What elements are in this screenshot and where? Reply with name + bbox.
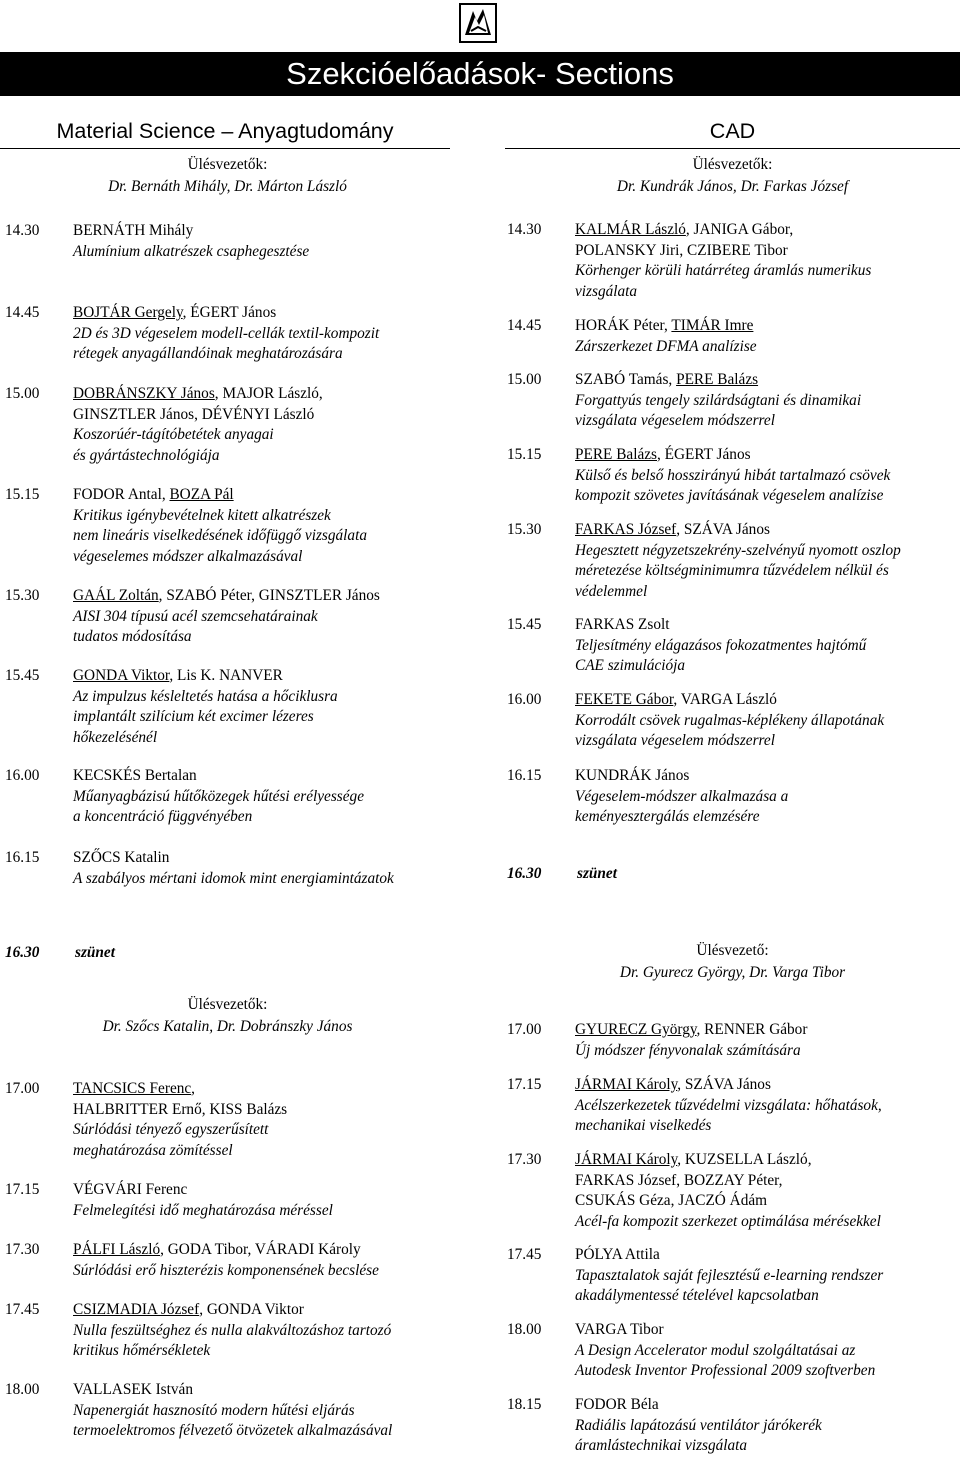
chair-label: Ülésvezetők:	[187, 156, 268, 173]
entry-authors	[73, 1240, 379, 1261]
entry-title: Tapasztalatok saját fejlesztésű e-learning rendszer	[575, 1266, 884, 1284]
entry-body	[73, 485, 367, 567]
chairs-bottom-right	[505, 940, 960, 984]
presenter-name: JÁRMAI Károly	[575, 1076, 678, 1093]
entry-time: 16.15	[5, 849, 40, 866]
entry-authors	[73, 384, 323, 405]
entry-authors	[73, 848, 394, 869]
entry-authors	[575, 690, 884, 711]
entry-title: CAE szimulációja	[575, 657, 686, 674]
entry-body	[73, 303, 379, 365]
entry-title: keményesztergálás elemzésére	[575, 808, 760, 825]
entry-time: 18.00	[507, 1321, 542, 1338]
author-name: VALLASEK István	[73, 1381, 193, 1398]
entry-title: Zárszerkezet DFMA analízise	[575, 337, 757, 355]
entry-time: 15.30	[507, 521, 542, 538]
author-name: , MAJOR László,	[214, 385, 323, 402]
entry-authors	[73, 1180, 333, 1201]
entry-title: A szabályos mértani idomok mint energiamintázatok	[73, 869, 394, 887]
entry-title: tudatos módosítása	[73, 628, 192, 645]
author-name: , GODA Tibor, VÁRADI Károly	[160, 1241, 361, 1258]
author-name: FARKAS József, BOZZAY Péter,	[575, 1171, 783, 1189]
entry-title: AISI 304 típusú acél szemcsehatárainak	[73, 607, 318, 625]
presenter-name: GONDA Viktor	[73, 667, 170, 684]
author-name: BERNÁTH Mihály	[73, 222, 194, 239]
entry-title: Acél-fa kompozit szerkezet optimálása mérésekkel	[575, 1212, 881, 1230]
entry-time: 14.45	[5, 304, 40, 321]
entry-time: 15.00	[507, 371, 542, 388]
entry-title: mechanikai viselkedés	[575, 1117, 712, 1134]
entry-authors	[575, 1245, 883, 1266]
entry-authors	[575, 370, 861, 391]
entry-time: 15.45	[507, 616, 542, 633]
page-banner: Szekcióelőadások- Sections	[0, 52, 960, 96]
entry-time: 18.00	[5, 1381, 40, 1398]
entry-title: Nulla feszültséghez és nulla alakváltozáshoz tartozó	[73, 1321, 392, 1339]
entry-body	[73, 766, 364, 828]
entry-body	[575, 1075, 882, 1137]
section-title-material: Material Science – Anyagtudomány	[0, 118, 450, 149]
entry-title: Korrodált csövek rugalmas-képlékeny állapotának	[575, 711, 885, 729]
author-name: , KUZSELLA László,	[677, 1151, 812, 1168]
entry-title: végeselemes módszer alkalmazásával	[73, 547, 303, 565]
presenter-name: FEKETE Gábor	[575, 691, 674, 708]
entry-authors	[73, 221, 309, 242]
entry-body	[575, 220, 871, 302]
author-name: , SZÁVA János	[677, 1076, 771, 1093]
break-label: szünet	[577, 865, 617, 882]
author-name: , GONDA Viktor	[199, 1301, 304, 1318]
entry-time: 14.45	[507, 317, 542, 334]
section-title-cad: CAD	[505, 118, 960, 149]
entry-authors	[575, 1150, 881, 1171]
entry-authors	[575, 241, 871, 262]
entry-title: Végeselem-módszer alkalmazása a	[575, 787, 789, 805]
presenter-name: PERE Balázs	[676, 371, 759, 388]
entry-authors	[575, 1171, 881, 1192]
presenter-name: BOZA Pál	[169, 486, 234, 503]
chair-label: Ülésvezető:	[696, 942, 769, 959]
entry-authors	[575, 220, 871, 241]
chair-names: Dr. Gyurecz György, Dr. Varga Tibor	[619, 964, 846, 981]
entry-title: vizsgálata végeselem módszerrel	[575, 732, 775, 749]
author-name: KECSKÉS Bertalan	[73, 767, 197, 784]
entry-title: nem lineáris viselkedésének időfüggő vizsgálata	[73, 527, 367, 544]
entry-title: rétegek anyagállandóinak meghatározására	[73, 345, 343, 362]
entry-title: hőkezelésénél	[73, 728, 158, 746]
author-name: FODOR Antal,	[73, 486, 170, 503]
chairs-bottom-left	[0, 994, 455, 1038]
entry-authors	[73, 766, 364, 787]
entry-body	[575, 1150, 881, 1232]
entry-time: 15.00	[5, 385, 40, 402]
entry-time: 14.30	[5, 222, 40, 239]
break-time: 16.30	[507, 865, 542, 882]
entry-title: Súrlódási erő hiszterézis komponensének becslése	[73, 1261, 379, 1279]
entry-title: 2D és 3D végeselem modell-cellák textil-kompozit	[73, 324, 380, 342]
author-name: , RENNER Gábor	[696, 1021, 808, 1038]
chairs-material	[0, 154, 455, 198]
entry-time: 15.15	[507, 446, 542, 463]
entry-title: implantált szilícium két excimer lézeres	[73, 708, 314, 725]
entry-title: vizsgálata végeselem módszerrel	[575, 412, 775, 429]
author-name: , ÉGERT János	[657, 446, 751, 463]
author-name: SZŐCS Katalin	[73, 849, 170, 866]
author-name: , JANIGA Gábor,	[685, 221, 794, 238]
entry-title: Műanyagbázisú hűtőközegek hűtési erélyessége	[73, 787, 364, 805]
entry-body	[73, 1300, 391, 1362]
chair-label: Ülésvezetők:	[692, 156, 773, 173]
entry-title: a koncentráció függvényében	[73, 808, 253, 825]
presenter-name: PÁLFI László	[73, 1241, 161, 1258]
entry-title: Hegesztett négyzetszekrény-szelvényű nyomott oszlop	[575, 541, 901, 559]
entry-body	[575, 445, 890, 507]
author-name: ,	[191, 1080, 195, 1097]
author-name: SZABÓ Tamás,	[575, 371, 677, 388]
entry-title: Napenergiát hasznosító modern hűtési eljárás	[73, 1401, 355, 1419]
entry-time: 17.15	[507, 1076, 542, 1093]
entry-time: 15.30	[5, 587, 40, 604]
entry-body	[575, 615, 866, 677]
entry-authors	[575, 316, 757, 337]
presenter-name: JÁRMAI Károly	[575, 1151, 678, 1168]
entry-authors	[73, 666, 338, 687]
entry-authors	[575, 766, 788, 787]
entry-body	[575, 1020, 807, 1061]
entry-title: vizsgálata	[575, 282, 638, 300]
entry-title: Külső és belső hosszirányú hibát tartalmazó csövek	[575, 466, 891, 484]
entry-body	[73, 666, 338, 748]
entry-authors	[575, 1320, 875, 1341]
entry-authors	[73, 303, 379, 324]
entry-body	[575, 1395, 822, 1457]
author-name: GINSZTLER János, DÉVÉNYI László	[73, 405, 315, 423]
presenter-name: PERE Balázs	[575, 446, 657, 463]
entry-body	[575, 1245, 883, 1307]
author-name: CSUKÁS Géza, JACZÓ Ádám	[575, 1192, 768, 1209]
author-name: PÓLYA Attila	[575, 1246, 660, 1263]
entry-body	[575, 1320, 875, 1382]
entry-title: meghatározása zömítéssel	[73, 1141, 233, 1159]
presenter-name: KALMÁR László	[575, 221, 686, 238]
author-name: , SZABÓ Péter, GINSZTLER János	[158, 587, 380, 604]
author-name: , VARGA László	[673, 691, 777, 708]
entry-authors	[575, 615, 866, 636]
entry-body	[73, 221, 309, 262]
institution-logo-icon	[459, 3, 497, 43]
entry-title: Teljesítmény elágazásos fokozatmentes hajtómű	[575, 636, 867, 654]
entry-time: 17.45	[5, 1301, 40, 1318]
entry-authors	[73, 1300, 391, 1321]
author-name: VARGA Tibor	[575, 1321, 664, 1338]
entry-title: Az impulzus késleltetés hatása a hőciklusra	[73, 687, 338, 705]
entry-body	[73, 1180, 333, 1221]
entry-time: 16.00	[507, 691, 542, 708]
entry-time: 14.30	[507, 221, 542, 238]
break-time: 16.30	[5, 944, 40, 961]
entry-body	[575, 766, 788, 828]
entry-title: Súrlódási tényező egyszerűsített	[73, 1121, 269, 1138]
entry-title: Kritikus igénybevételnek kitett alkatrészek	[73, 506, 331, 524]
entry-title: termoelektromos félvezető ötvözetek alkalmazásával	[73, 1422, 393, 1439]
author-name: POLANSKY Jiri, CZIBERE Tibor	[575, 241, 788, 259]
presenter-name: TANCSICS Ferenc	[73, 1080, 192, 1097]
entry-body	[73, 586, 380, 648]
entry-title: védelemmel	[575, 582, 648, 600]
entry-body	[575, 690, 884, 752]
entry-time: 15.15	[5, 486, 40, 503]
entry-body	[575, 316, 757, 357]
author-name: FARKAS Zsolt	[575, 616, 670, 633]
entry-authors	[73, 586, 380, 607]
entry-body	[575, 520, 901, 602]
author-name: , Lis K. NANVER	[169, 667, 283, 684]
author-name: FODOR Béla	[575, 1396, 659, 1413]
entry-body	[73, 1240, 379, 1281]
entry-title: áramlástechnikai vizsgálata	[575, 1437, 748, 1454]
entry-time: 17.45	[507, 1246, 542, 1263]
chair-names: Dr. Kundrák János, Dr. Farkas József	[616, 178, 849, 195]
author-name: HALBRITTER Ernő, KISS Balázs	[73, 1100, 288, 1118]
entry-title: kompozit szövetes javításának végeselem analízise	[575, 487, 884, 504]
presenter-name: GYURECZ György	[575, 1021, 697, 1038]
entry-time: 16.00	[5, 767, 40, 784]
entry-authors	[575, 1191, 881, 1212]
entry-title: méretezése költségminimumra tűzvédelem nélkül és	[575, 562, 889, 579]
entry-authors	[575, 1075, 882, 1096]
entry-body	[73, 1380, 392, 1442]
entry-authors	[73, 485, 367, 506]
presenter-name: DOBRÁNSZKY János	[73, 385, 215, 402]
entry-title: Forgattyús tengely szilárdságtani és dinamikai	[575, 391, 862, 409]
entry-title: Felmelegítési idő meghatározása méréssel	[73, 1201, 333, 1219]
break-label: szünet	[75, 944, 115, 961]
presenter-name: CSIZMADIA József	[73, 1301, 200, 1318]
entry-time: 17.30	[5, 1241, 40, 1258]
presenter-name: FARKAS József	[575, 521, 677, 538]
entry-title: Alumínium alkatrészek csaphegesztése	[73, 242, 310, 260]
entry-authors	[73, 1380, 392, 1401]
entry-time: 16.15	[507, 767, 542, 784]
entry-time: 15.45	[5, 667, 40, 684]
entry-title: Koszorúér-tágítóbetétek anyagai	[73, 426, 274, 443]
entry-title: és gyártástechnológiája	[73, 446, 220, 464]
entry-title: A Design Accelerator modul szolgáltatásai az	[575, 1341, 856, 1359]
author-name: , ÉGERT János	[182, 304, 277, 321]
entry-time: 17.00	[507, 1021, 542, 1038]
entry-time: 17.15	[5, 1181, 40, 1198]
entry-body	[73, 384, 323, 466]
presenter-name: GAÁL Zoltán	[73, 587, 159, 604]
entry-time: 17.30	[507, 1151, 542, 1168]
entry-title: Acélszerkezetek tűzvédelmi vizsgálata: hőhatások,	[575, 1096, 882, 1114]
chair-label: Ülésvezetők:	[187, 996, 268, 1013]
entry-authors	[575, 445, 890, 466]
entry-body	[73, 848, 394, 889]
chairs-cad	[505, 154, 960, 198]
entry-authors	[73, 405, 323, 426]
entry-title: akadálymentessé tételével kapcsolatban	[575, 1287, 819, 1304]
chair-names: Dr. Bernáth Mihály, Dr. Márton László	[108, 178, 347, 195]
author-name: HORÁK Péter,	[575, 317, 672, 334]
entry-title: Új módszer fényvonalak számítására	[575, 1041, 801, 1059]
presenter-name: BOJTÁR Gergely	[73, 304, 183, 321]
entry-authors	[575, 1395, 822, 1416]
entry-title: Körhenger körüli határréteg áramlás numerikus	[575, 262, 872, 279]
entry-body	[73, 1079, 287, 1161]
author-name: VÉGVÁRI Ferenc	[73, 1181, 188, 1198]
entry-authors	[575, 1020, 807, 1041]
author-name: KUNDRÁK János	[575, 767, 690, 784]
entry-body	[575, 370, 861, 432]
entry-authors	[73, 1079, 287, 1100]
entry-title: Radiális lapátozású ventilátor járókerék	[575, 1416, 822, 1434]
chair-names: Dr. Szőcs Katalin, Dr. Dobránszky János	[102, 1018, 353, 1035]
entry-authors	[575, 520, 901, 541]
entry-title: Autodesk Inventor Professional 2009 szoftverben	[575, 1362, 876, 1379]
entry-time: 18.15	[507, 1396, 542, 1413]
presenter-name: TIMÁR Imre	[671, 317, 754, 334]
entry-authors	[73, 1100, 287, 1121]
entry-time: 17.00	[5, 1080, 40, 1097]
entry-title: kritikus hőmérsékletek	[73, 1342, 211, 1359]
author-name: , SZÁVA János	[676, 521, 770, 538]
